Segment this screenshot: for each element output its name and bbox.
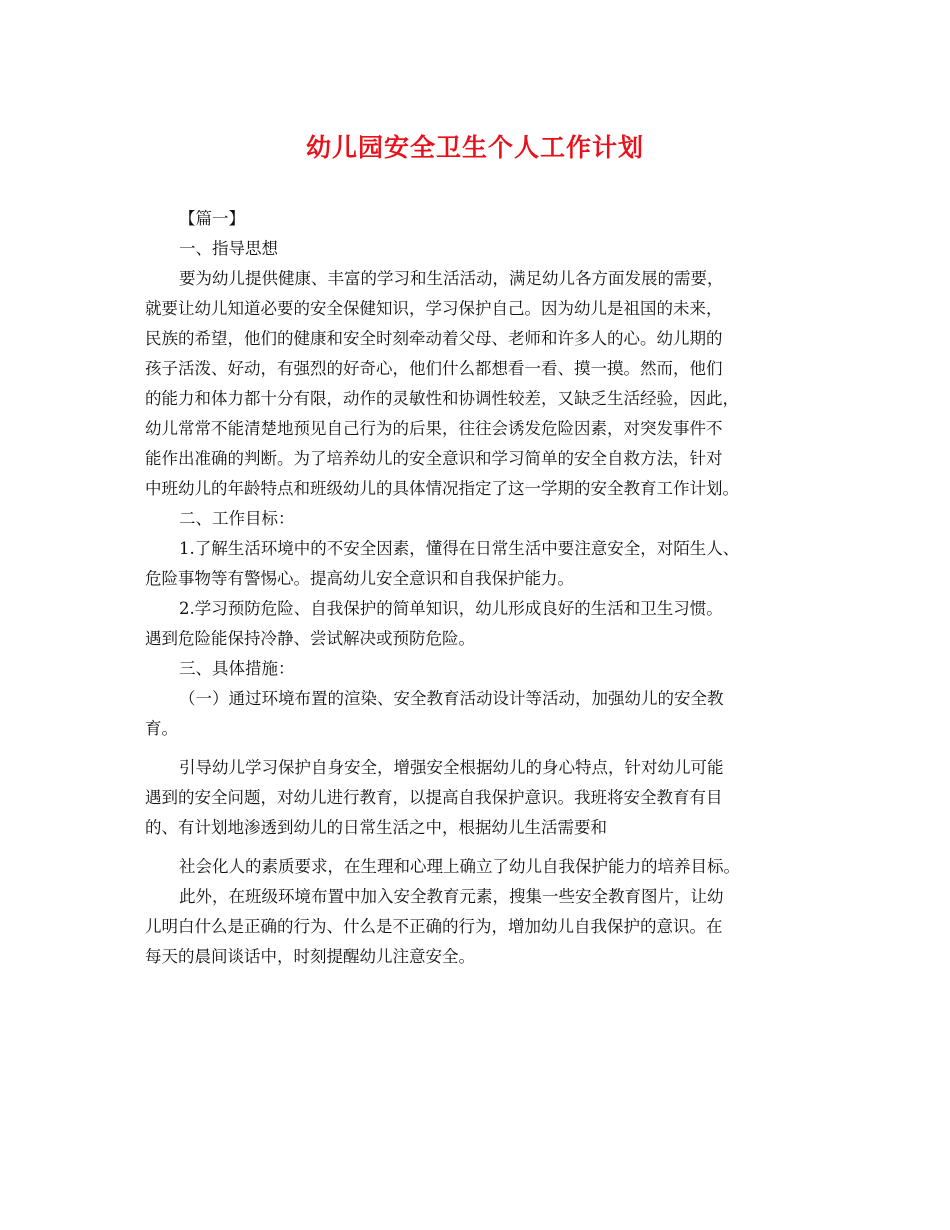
section-label: 【篇一】 bbox=[179, 209, 245, 228]
paragraph-line: 要为幼儿提供健康、丰富的学习和生活活动，满足幼儿各方面发展的需要， bbox=[179, 269, 724, 288]
paragraph-line: 的能力和体力都十分有限，动作的灵敏性和协调性较差，又缺乏生活经验，因此， bbox=[145, 389, 739, 408]
paragraph-line: 民族的希望，他们的健康和安全时刻牵动着父母、老师和许多人的心。幼儿期的 bbox=[145, 329, 723, 348]
paragraph-line: 遇到危险能保持冷静、尝试解决或预防危险。 bbox=[145, 629, 475, 648]
paragraph-line: 社会化人的素质要求，在生理和心理上确立了幼儿自我保护能力的培养目标。 bbox=[179, 857, 740, 876]
document-title: 幼儿园安全卫生个人工作计划 bbox=[305, 133, 644, 162]
heading-work-goals: 二、工作目标： bbox=[179, 509, 295, 528]
paragraph-line: 此外，在班级环境布置中加入安全教育元素，搜集一些安全教育图片，让幼 bbox=[179, 887, 724, 906]
paragraph-line: 幼儿常常不能清楚地预见自己行为的后果，往往会诱发危险因素，对突发事件不 bbox=[145, 419, 723, 438]
paragraph-line: （一）通过环境布置的渲染、安全教育活动设计等活动，加强幼儿的安全教 bbox=[179, 689, 724, 708]
paragraph-line: 中班幼儿的年龄特点和班级幼儿的具体情况指定了这一学期的安全教育工作计划。 bbox=[145, 479, 739, 498]
paragraph-line: 的、有计划地渗透到幼儿的日常生活之中，根据幼儿生活需要和 bbox=[145, 818, 607, 837]
paragraph-line: 1.了解生活环境中的不安全因素，懂得在日常生活中要注意安全，对陌生人、 bbox=[179, 539, 740, 558]
paragraph-line: 每天的晨间谈话中，时刻提醒幼儿注意安全。 bbox=[145, 947, 475, 966]
paragraph-line: 育。 bbox=[145, 719, 178, 738]
document-body bbox=[145, 204, 809, 972]
heading-guiding-ideology: 一、指导思想 bbox=[179, 239, 278, 258]
paragraph-line: 2.学习预防危险、自我保护的简单知识，幼儿形成良好的生活和卫生习惯。 bbox=[179, 599, 723, 618]
paragraph-line: 就要让幼儿知道必要的安全保健知识，学习保护自己。因为幼儿是祖国的未来， bbox=[145, 299, 723, 318]
paragraph-line: 孩子活泼、好动，有强烈的好奇心，他们什么都想看一看、摸一摸。然而，他们 bbox=[145, 359, 723, 378]
paragraph-line: 能作出准确的判断。为了培养幼儿的安全意识和学习简单的安全自救方法，针对 bbox=[145, 449, 723, 468]
paragraph-line: 遇到的安全问题，对幼儿进行教育，以提高自我保护意识。我班将安全教育有目 bbox=[145, 788, 723, 807]
paragraph-line: 儿明白什么是正确的行为、什么是不正确的行为，增加幼儿自我保护的意识。在 bbox=[145, 917, 723, 936]
heading-specific-measures: 三、具体措施： bbox=[179, 659, 295, 678]
paragraph-line: 危险事物等有警惕心。提高幼儿安全意识和自我保护能力。 bbox=[145, 569, 574, 588]
paragraph-line: 引导幼儿学习保护自身安全，增强安全根据幼儿的身心特点，针对幼儿可能 bbox=[179, 758, 724, 777]
